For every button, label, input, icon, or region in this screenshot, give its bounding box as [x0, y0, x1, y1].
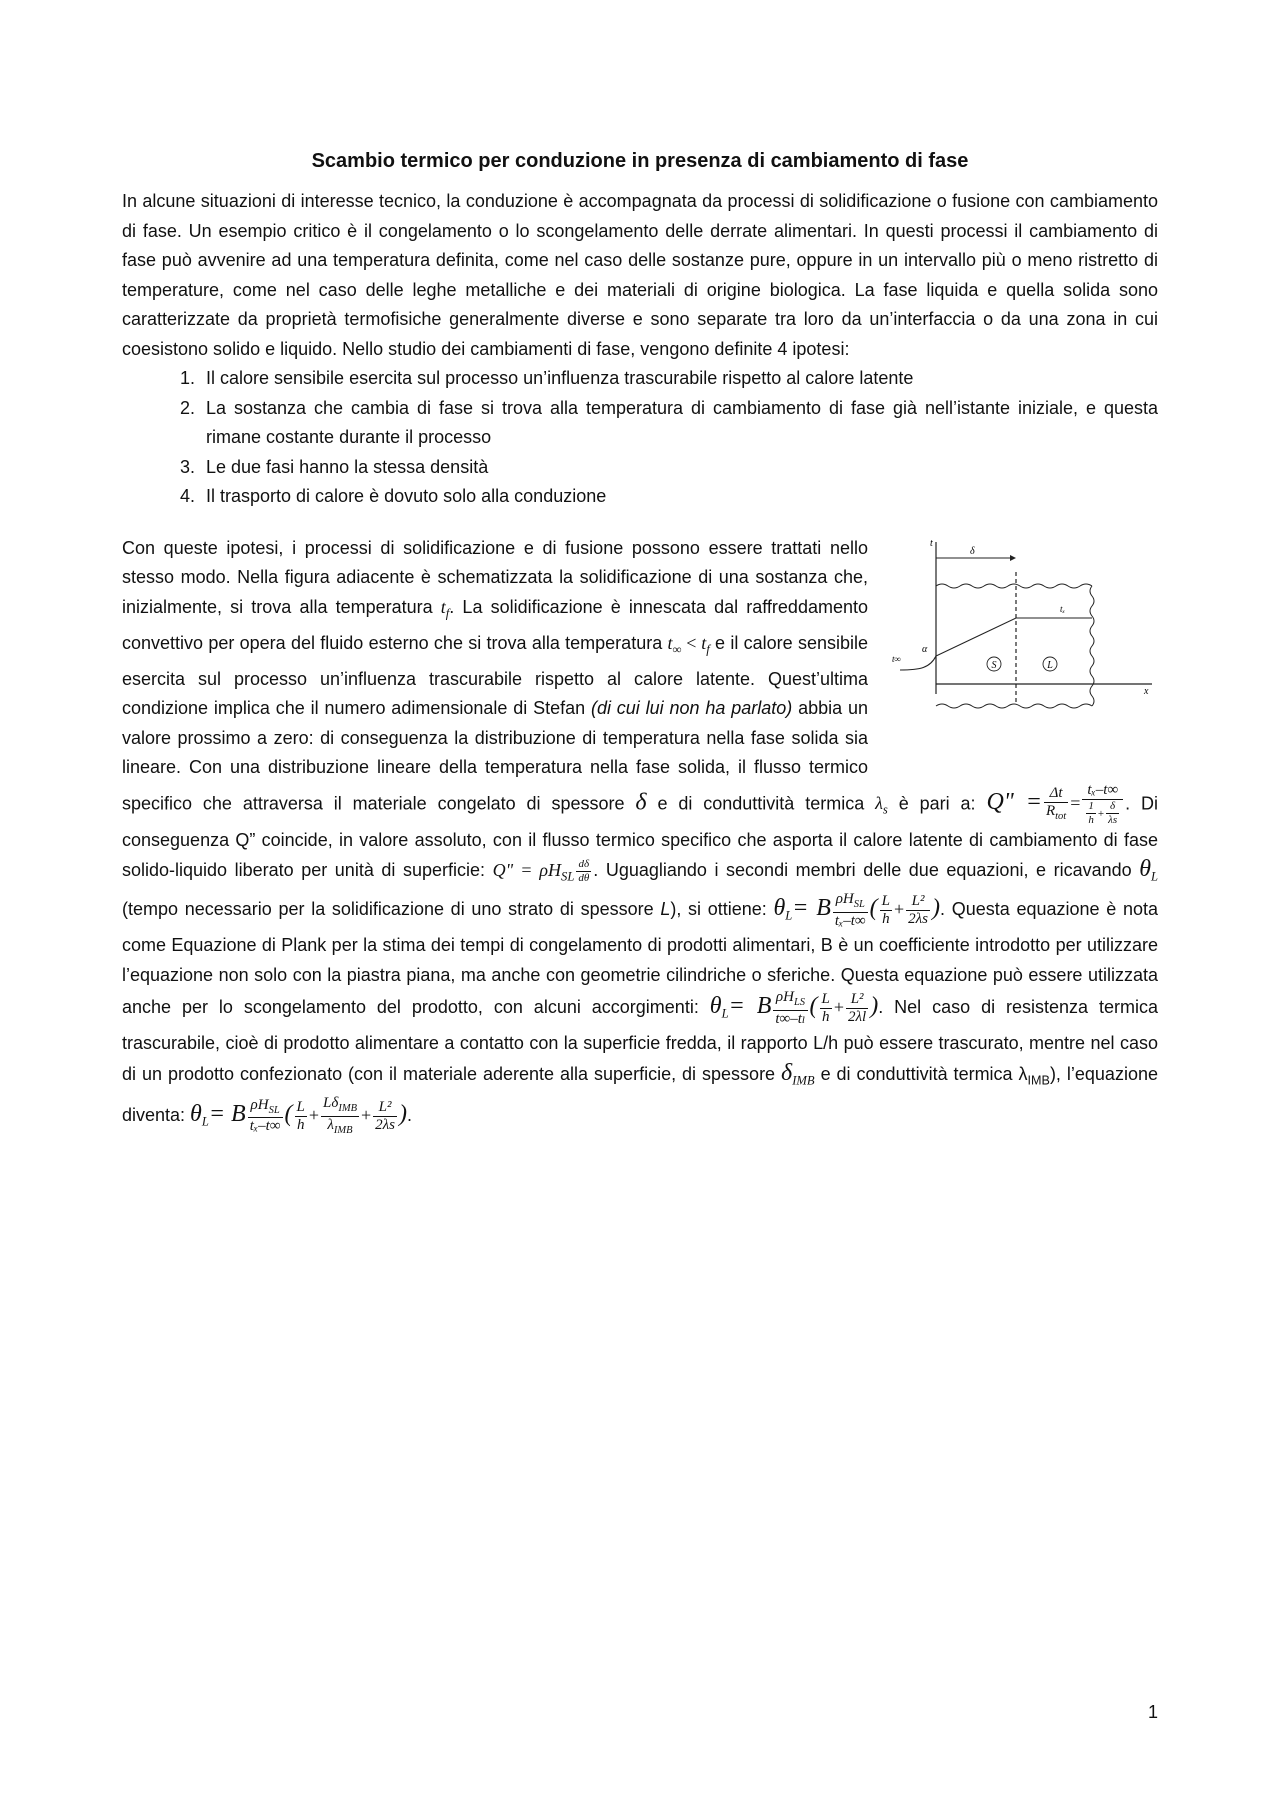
- formula-part: θ: [709, 993, 722, 1020]
- list-item: 3. Le due fasi hanno la stessa densità: [200, 453, 1158, 483]
- symbol: t: [667, 632, 673, 653]
- formula-sub: IMB: [333, 1124, 353, 1136]
- fraction-num: [833, 892, 868, 913]
- formula-part: +: [308, 1104, 320, 1125]
- fraction: [906, 894, 930, 927]
- fraction-num: [321, 1096, 359, 1117]
- fraction: [248, 1098, 283, 1135]
- formula-part: ): [932, 895, 940, 922]
- text-run: e di conduttività termica: [814, 1063, 1019, 1084]
- fraction: [373, 1100, 397, 1133]
- formula-part: +: [894, 899, 905, 920]
- list-item: 4. Il trasporto di calore è dovuto solo alla conduzione: [200, 482, 1158, 512]
- formula-part: Q" =: [986, 788, 1042, 815]
- fraction-den: h: [882, 911, 890, 928]
- text-run: ), si ottiene:: [670, 899, 774, 920]
- fraction-num: δ: [1106, 801, 1119, 814]
- formula-sub: SL: [561, 869, 575, 884]
- text-run: . Nel caso di resistenza termica trascurabile, cioè di prodotto alimentare a contatto con la superficie fredda, il rapporto L/h può essere trascurato, mentre nel caso di un prodotto confezionato (con il materiale aderente alla superficie, di spessore: [122, 997, 1158, 1084]
- fraction: [1082, 783, 1123, 826]
- fraction-den: tₓ–t∞: [249, 1118, 281, 1135]
- text-run: . Uguagliando i secondi membri delle due equazioni, e ricavando: [593, 860, 1140, 881]
- body-section: [122, 534, 1158, 1137]
- formula-sub: tot: [1055, 810, 1067, 822]
- symbol-sub: f: [445, 606, 450, 621]
- formula-sub: L: [785, 908, 793, 923]
- fraction-num: L²: [906, 894, 930, 911]
- symbol: δ: [781, 1059, 793, 1086]
- formula-part: (: [809, 993, 818, 1020]
- formula-part: = B: [728, 993, 772, 1020]
- fraction: [773, 990, 807, 1027]
- phase-change-figure: [890, 534, 1158, 754]
- formula-part: R: [1045, 802, 1056, 819]
- hypotheses-list: [122, 364, 1158, 512]
- symbol-sub: L: [1151, 869, 1159, 884]
- formula-part: θ: [773, 895, 786, 922]
- delta-imb-symbol: [781, 1059, 815, 1088]
- fraction-num: [248, 1098, 283, 1119]
- fraction-den: 2λs: [375, 1116, 396, 1133]
- text-run: . La solidificazione è innescata dal raffreddamento convettivo per opera del fluido esterno che si trova alla temperatura: [122, 596, 868, 653]
- lambda-imb-symbol: [1018, 1063, 1050, 1088]
- formula-sub: LS: [793, 997, 806, 1009]
- symbol-sub: ∞: [672, 642, 682, 657]
- fraction-den: 2λs: [908, 911, 928, 928]
- fraction-num: L: [296, 1098, 305, 1115]
- page-number: 1: [1147, 1702, 1158, 1722]
- formula-part: ρH: [835, 891, 854, 908]
- text-run: (tempo necessario per la solidificazione di uno strato di spessore: [122, 899, 661, 920]
- symbol-sub: s: [882, 802, 888, 817]
- text-run: L: [660, 899, 671, 920]
- fraction-num: L: [821, 991, 830, 1008]
- fraction: [846, 992, 868, 1025]
- fraction-den: λs: [1108, 813, 1118, 826]
- formula-sub: L: [721, 1006, 729, 1021]
- text-run: e di conduttività termica: [646, 792, 876, 813]
- fraction: [880, 894, 892, 927]
- fraction-num: 1: [1088, 799, 1094, 812]
- tf-label: tₓ: [1060, 603, 1066, 614]
- text-run: (di cui lui non ha parlato): [590, 698, 793, 719]
- formula-sub: IMB: [338, 1103, 358, 1115]
- text-run: . Questa equazione è nota come Equazione di Plank per la stima dei tempi di congelamento di prodotti alimentari, B è un coefficiente introdotto per utilizzare l’equazione non solo con la piastra piana, ma anche con geometrie cilindriche o sferiche. Questa equazione può essere utilizzata anche per lo scongelamento del prodotto, con alcuni accorgimenti:: [122, 899, 1158, 1018]
- intro-paragraph: In alcune situazioni di interesse tecnico, la conduzione è accompagnata da processi di solidificazione o fusione con cambiamento di fase. Un esempio critico è il congelamento o lo scongelamento delle derrate alimentari. In questi processi il cambiamento di fase può avvenire ad una temperatura definita, come nel caso delle sostanze pure, oppure in un intervallo più o meno ristretto di temperature, come nel caso delle leghe metalliche e dei materiali di origine biologica. La fase liquida e quella solida sono caratterizzate da proprietà termofisiche generalmente diverse e sono separate tra loro da un’interfaccia o da una zona in cui coesistono solido e liquido. Nello studio dei cambiamenti di fase, vengono definite 4 ipotesi:: [122, 191, 1158, 359]
- fraction-den: [1082, 800, 1123, 826]
- fraction-num: L²: [373, 1100, 397, 1117]
- formula-part: θ: [190, 1100, 202, 1127]
- fraction-num: tₓ–t∞: [1082, 783, 1123, 800]
- text-run: .: [407, 1104, 413, 1125]
- list-item: 1. Il calore sensibile esercita sul processo un’influenza trascurabile rispetto al calore latente: [200, 364, 1158, 394]
- formula-q2: [492, 857, 594, 884]
- symbol-sub: IMB: [1027, 1073, 1050, 1088]
- tinf-symbol: [667, 632, 710, 657]
- text-run: è pari a:: [887, 792, 987, 813]
- formula-sub: SL: [853, 899, 865, 911]
- fraction-den: [321, 1117, 359, 1137]
- delta-label: δ: [970, 545, 975, 557]
- fraction: [833, 892, 868, 929]
- symbol: t: [701, 632, 707, 653]
- fraction-num: L: [881, 893, 890, 910]
- fraction-den: 2λl: [848, 1009, 867, 1026]
- formula-part: λ: [327, 1116, 334, 1133]
- symbol-sub: f: [706, 642, 710, 657]
- page-title: Scambio termico per conduzione in presenza di cambiamento di fase: [311, 150, 969, 172]
- fraction-den: h: [821, 1009, 830, 1026]
- fraction-den: [1044, 803, 1068, 823]
- text-run: e il calore sensibile esercita sul processo un’influenza trascurabile rispetto al calore latente. Quest’ultima condizione implica che il numero adimensionale di Stefan: [122, 632, 868, 719]
- text-run: abbia un valore prossimo a zero: di conseguenza la distribuzione di temperatura nella fase solida sia lineare. Con una distribuzione lineare della temperatura nella fase solida, il flusso termico specifico che attraversa il materiale congelato di spessore: [122, 698, 868, 813]
- symbol: λ: [1018, 1063, 1028, 1084]
- fraction: [820, 992, 832, 1025]
- liquid-label: L: [1047, 659, 1053, 671]
- formula-part: +: [361, 1104, 372, 1125]
- fraction-den: t∞–tₗ: [775, 1010, 806, 1027]
- fraction-den: h: [1088, 813, 1094, 826]
- formula-part: (: [869, 895, 878, 922]
- symbol: t: [440, 596, 446, 617]
- list-item: 2. La sostanza che cambia di fase si trova alla temperatura di cambiamento di fase già nell’istante iniziale, e questa rimane costante durante il processo: [200, 394, 1158, 453]
- x-axis-label: x: [1144, 685, 1149, 697]
- fraction-den: h: [296, 1116, 305, 1133]
- theta-symbol: [1139, 856, 1159, 884]
- fraction: [295, 1100, 307, 1133]
- tinf-label: t∞: [892, 653, 901, 664]
- solid-label: S: [991, 659, 997, 671]
- formula-part: ): [399, 1100, 408, 1127]
- text-run: ), l’equazione diventa:: [122, 1063, 1158, 1125]
- fraction: [321, 1096, 359, 1136]
- symbol: <: [681, 632, 702, 653]
- formula-part: ): [870, 993, 879, 1020]
- fraction-num: L²: [846, 992, 868, 1009]
- lambda-symbol: [875, 792, 888, 817]
- t-axis-label: t: [930, 537, 933, 549]
- fraction-num: [773, 990, 807, 1011]
- fraction-num: dδ: [576, 859, 591, 872]
- formula-sub: L: [201, 1114, 209, 1129]
- symbol-sub: IMB: [792, 1073, 815, 1088]
- formula-part: ρH: [250, 1096, 269, 1113]
- text-run: Con queste ipotesi, i processi di solidificazione e di fusione possono essere trattati nello stesso modo. Nella figura adiacente è schematizzata la solidificazione di una sostanza che, inizialmente, si trova alla temperatura: [122, 537, 868, 617]
- fraction: [1086, 801, 1096, 826]
- formula-part: +: [833, 997, 845, 1018]
- formula-part: = B: [208, 1100, 246, 1127]
- fraction-num: Δt: [1044, 786, 1068, 803]
- formula-part: Lδ: [323, 1095, 339, 1112]
- fraction: [576, 859, 591, 884]
- fraction-den: tₓ–t∞: [834, 912, 866, 929]
- symbol: θ: [1139, 856, 1151, 883]
- text-run: . Di conseguenza Q” coincide, in valore assoluto, con il flusso termico specifico che asporta il calore latente di cambiamento di fase solido-liquido liberato per unità di superficie:: [122, 792, 1159, 881]
- symbol: λ: [875, 792, 883, 813]
- formula-part: ρH: [775, 989, 794, 1006]
- fraction-den: dθ: [578, 871, 590, 884]
- document-page: [122, 150, 1158, 1137]
- alpha-label: α: [922, 643, 928, 655]
- formula-part: Q" = ρH: [492, 860, 562, 881]
- delta-symbol: δ: [635, 788, 647, 815]
- fraction: [1106, 801, 1119, 826]
- formula-part: +: [1097, 807, 1105, 820]
- formula-part: = B: [792, 895, 831, 922]
- formula-part: =: [1070, 792, 1081, 813]
- formula-part: (: [284, 1100, 293, 1127]
- formula-sub: SL: [268, 1104, 280, 1116]
- fraction: [1044, 786, 1068, 823]
